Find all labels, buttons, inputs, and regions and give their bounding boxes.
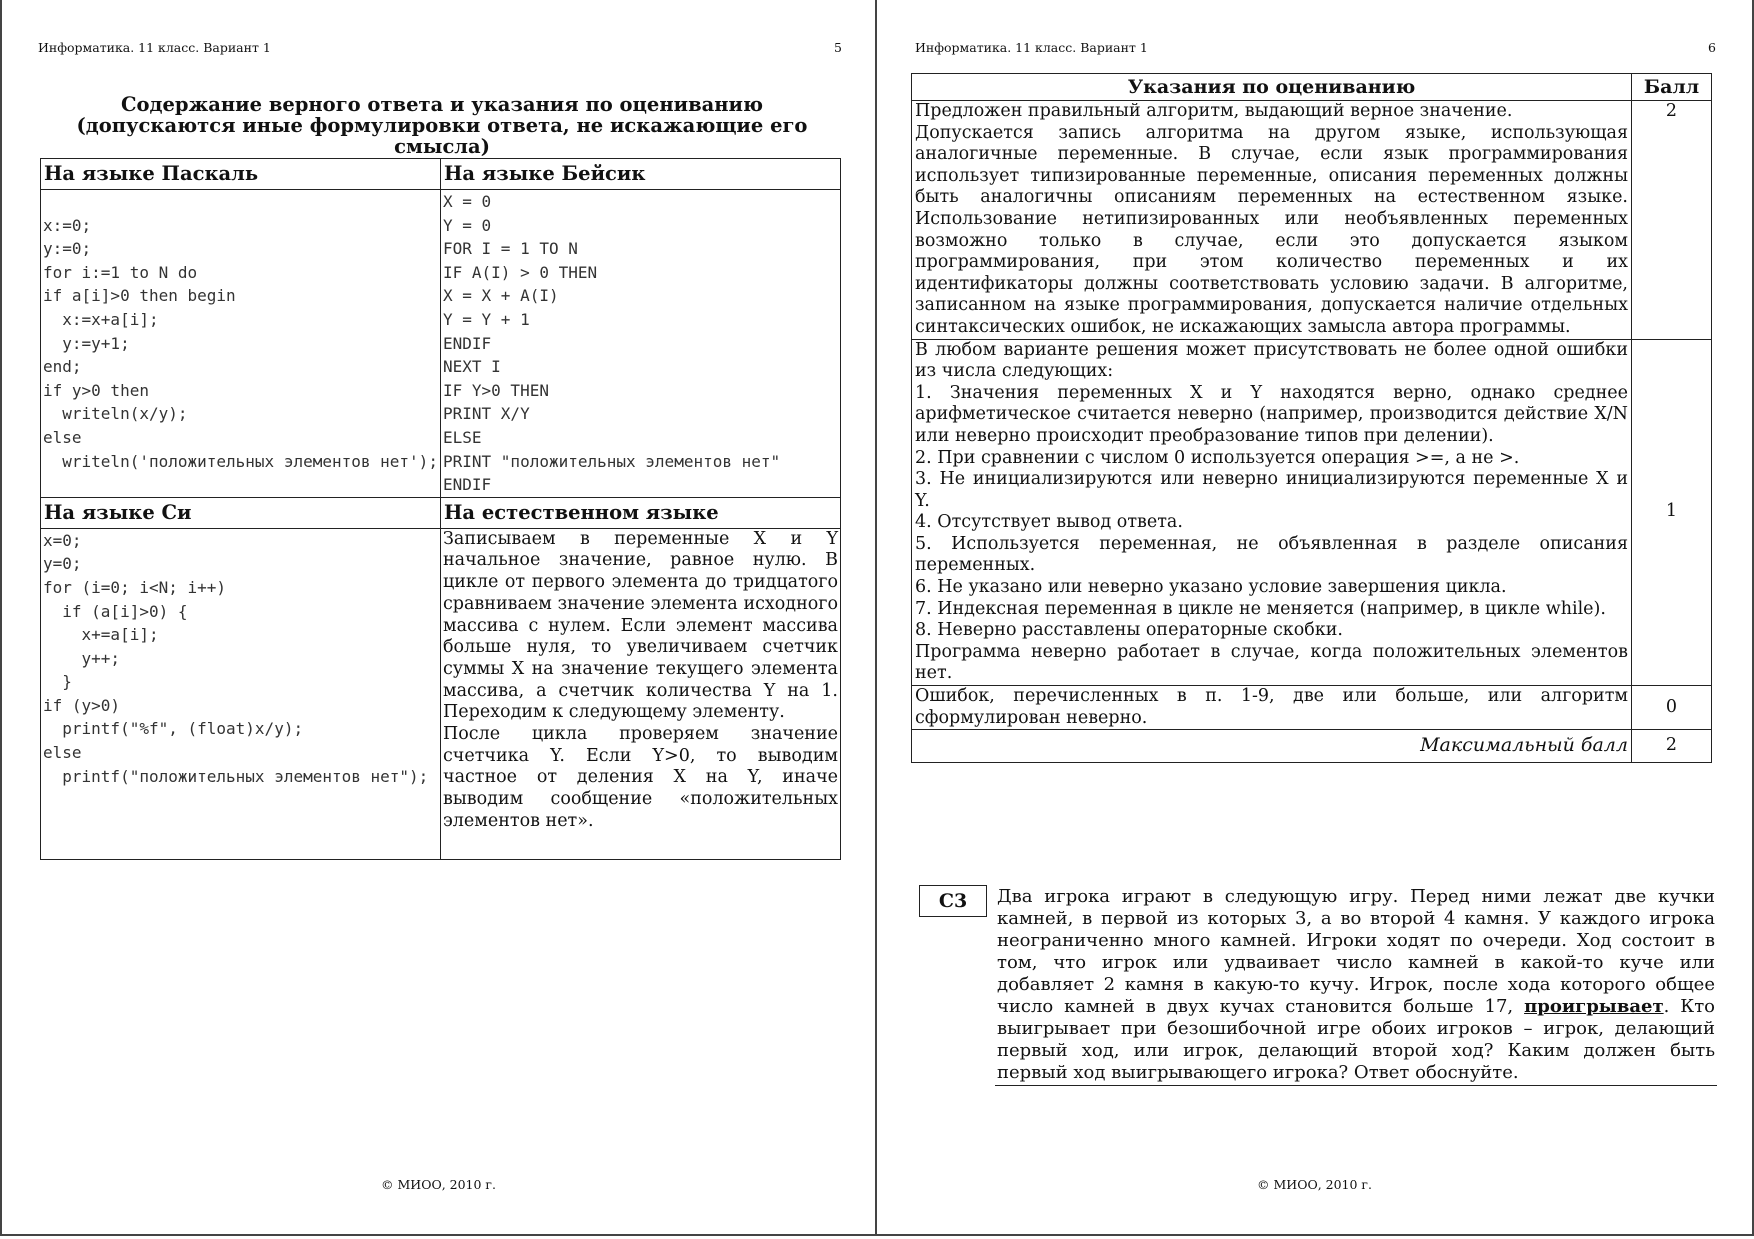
error-item: 4. Отсутствует вывод ответа. bbox=[915, 512, 1183, 533]
page-number: 5 bbox=[834, 40, 842, 55]
task-text-after: . Кто выигрывает при безошибочной игре обоих игроков – игрок, делающий первый ход, или игрок, делающий второй ход? Каким должен быть первый ход выигрывающего игрока? Ответ обоснуйте. bbox=[997, 996, 1715, 1083]
running-header: Информатика. 11 класс. Вариант 1 bbox=[38, 40, 271, 55]
code-table bbox=[40, 158, 841, 860]
error-item: 6. Не указано или неверно указано условие завершения цикла. bbox=[915, 577, 1507, 598]
score-column-header: Балл bbox=[1632, 74, 1712, 101]
criteria-cell bbox=[912, 339, 1632, 686]
score-value: 1 bbox=[1632, 339, 1712, 686]
table-row bbox=[912, 730, 1712, 763]
task-text-before: Два игрока играют в следующую игру. Перед ними лежат две кучки камней, в первой из которых 3, а во второй 4 камня. У каждого игрока неограниченно много камней. Игроки ходят по очереди. Ход состоит в том, что игрок или удваивает число камней в какой-то куче или добавляет 2 камня в какую-то кучу. Игрок, после хода которого общее число камней в двух кучах становится больше 17, bbox=[997, 886, 1715, 1017]
criteria-text: Ошибок, перечисленных в п. 1-9, две или больше, или алгоритм сформулирован неверно. bbox=[915, 686, 1628, 728]
error-item: 8. Неверно расставлены операторные скобки. bbox=[915, 620, 1343, 641]
error-item: 7. Индексная переменная в цикле не меняется (например, в цикле while). bbox=[915, 598, 1606, 619]
score-value: 0 bbox=[1632, 686, 1712, 730]
running-header: Информатика. 11 класс. Вариант 1 bbox=[915, 40, 1148, 55]
criteria-column-header: Указания по оцениванию bbox=[912, 74, 1632, 101]
table-row bbox=[912, 686, 1712, 730]
natural-cell bbox=[441, 528, 841, 859]
c-heading: На языке Си bbox=[41, 497, 441, 528]
section-title: Содержание верного ответа и указания по оцениванию (допускаются иные формулировки ответа, не искажающие его смысла) bbox=[76, 93, 808, 158]
task-emphasis: проигрывает bbox=[1524, 996, 1664, 1017]
error-item: Программа неверно работает в случае, когда положительных элементов нет. bbox=[915, 641, 1628, 684]
error-item: 1. Значения переменных X и Y находятся верно, однако среднее арифметическое считается неверно (например, производится действие X/N или неверно происходит преобразование типов при делении). bbox=[915, 382, 1628, 446]
page-left bbox=[0, 0, 877, 1236]
max-score-value: 2 bbox=[1632, 730, 1712, 763]
page-number: 6 bbox=[1708, 40, 1716, 55]
natural-paragraph-1: Записываем в переменные X и Y начальное значение, равное нулю. В цикле от первого элемента до тридцатого сравниваем значение элемента исходного массива с нулем. Если элемент массива больше нуля, то увеличиваем счетчик суммы X на значение текущего элемента массива, а счетчик количества Y на 1. Переходим к следующему элементу. bbox=[443, 528, 838, 723]
criteria-cell bbox=[912, 101, 1632, 340]
pascal-cell bbox=[41, 190, 441, 498]
task-statement bbox=[997, 886, 1715, 1084]
divider bbox=[995, 1085, 1717, 1086]
score-value: 2 bbox=[1632, 101, 1712, 340]
natural-paragraph-2: После цикла проверяем значение счетчика Y. Если Y>0, то выводим частное от деления X на Y, иначе выводим сообщение «положительных элементов нет». bbox=[443, 724, 838, 831]
criteria-text: Предложен правильный алгоритм, выдающий верное значение. bbox=[915, 101, 1513, 121]
footer-copyright: © МИОО, 2010 г. bbox=[1257, 1177, 1372, 1192]
table-row bbox=[912, 101, 1712, 340]
max-score-label: Максимальный балл bbox=[912, 730, 1632, 763]
natural-heading: На естественном языке bbox=[441, 497, 841, 528]
task-label-badge: C3 bbox=[919, 885, 987, 917]
c-code: x=0; y=0; for (i=0; i<N; i++) if (a[i]>0) { x+=a[i]; y++; } if (y>0) printf("%f", (float)x/y); else printf("положительных элементов нет"); bbox=[43, 530, 429, 786]
criteria-cell bbox=[912, 686, 1632, 730]
error-item: 5. Используется переменная, не объявленная в разделе описания переменных. bbox=[915, 533, 1628, 576]
criteria-text: Допускается запись алгоритма на другом языке, использующая аналогичные переменные. В случае, если язык программирования использует типизированные переменные, описания переменных должны быть аналогичны описаниям переменных на естественном языке. Использование нетипизированных или необъявленных переменных возможно только в случае, если это допускается языком программирования, при этом количество переменных и их идентификаторы должны соответствовать условию задачи. В алгоритме, записанном на языке программирования, допускается наличие отдельных синтаксических ошибок, не искажающих замысла автора программы. bbox=[915, 122, 1628, 337]
grading-table bbox=[911, 73, 1712, 763]
page-right bbox=[877, 0, 1754, 1236]
criteria-text: В любом варианте решения может присутствовать не более одной ошибки из числа следующих: bbox=[915, 339, 1628, 382]
error-item: 3. Не инициализируются или неверно инициализируются переменные X и Y. bbox=[915, 469, 1628, 511]
basic-cell bbox=[441, 190, 841, 498]
error-item: 2. При сравнении с числом 0 используется операция >=, а не >. bbox=[915, 447, 1520, 468]
pascal-heading: На языке Паскаль bbox=[41, 159, 441, 190]
pascal-code: x:=0; y:=0; for i:=1 to N do if a[i]>0 then begin x:=x+a[i]; y:=y+1; end; if y>0 then writeln(x/y); else writeln('положительных элементов нет'); bbox=[43, 215, 438, 471]
footer-copyright: © МИОО, 2010 г. bbox=[381, 1177, 496, 1192]
table-row bbox=[912, 339, 1712, 686]
basic-heading: На языке Бейсик bbox=[441, 159, 841, 190]
basic-code: X = 0 Y = 0 FOR I = 1 TO N IF A(I) > 0 THEN X = X + A(I) Y = Y + 1 ENDIF NEXT I IF Y>0 THEN PRINT X/Y ELSE PRINT "положительных элементов нет" ENDIF bbox=[443, 192, 781, 495]
c-cell bbox=[41, 528, 441, 859]
